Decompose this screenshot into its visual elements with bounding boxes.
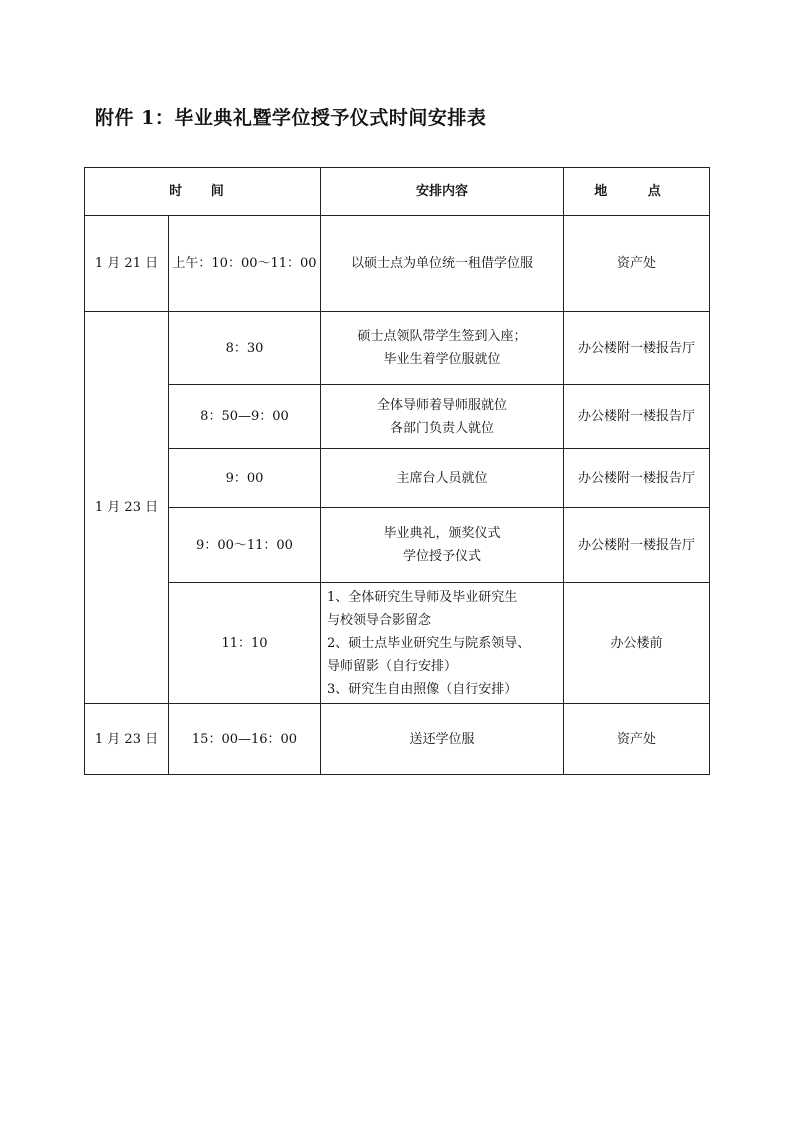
content-line: 导师留影（自行安排） bbox=[327, 658, 458, 674]
header-time: 时 间 bbox=[85, 168, 321, 216]
time-cell: 8：50—9：00 bbox=[169, 385, 321, 449]
date-cell: 1 月 23 日 bbox=[85, 312, 169, 704]
location-cell: 资产处 bbox=[564, 704, 710, 775]
time-cell: 上午：10：00～11：00 bbox=[169, 216, 321, 312]
content-cell bbox=[321, 216, 564, 312]
content-cell bbox=[321, 385, 564, 449]
content-line: 毕业典礼，颁奖仪式 bbox=[383, 526, 501, 541]
header-location: 地 点 bbox=[564, 168, 710, 216]
document-title: 附件 1：毕业典礼暨学位授予仪式时间安排表 bbox=[95, 107, 487, 129]
table-header-row bbox=[85, 168, 710, 216]
content-line: 以硕士点为单位统一租借学位服 bbox=[350, 256, 533, 271]
location-cell: 办公楼附一楼报告厅 bbox=[564, 449, 710, 508]
table-row bbox=[85, 704, 710, 775]
content-line: 主席台人员就位 bbox=[396, 470, 488, 486]
location-cell: 办公楼附一楼报告厅 bbox=[564, 508, 710, 583]
content-cell bbox=[321, 449, 564, 508]
content-line: 各部门负责人就位 bbox=[389, 420, 494, 436]
content-line: 硕士点领队带学生签到入座； bbox=[357, 329, 527, 344]
schedule-table bbox=[84, 167, 710, 775]
content-line: 与校领导合影留念 bbox=[327, 612, 432, 628]
table-row bbox=[85, 449, 710, 508]
table-row bbox=[85, 583, 710, 704]
location-cell: 资产处 bbox=[564, 216, 710, 312]
content-line: 1、全体研究生导师及毕业研究生 bbox=[327, 589, 518, 605]
content-line: 毕业生着学位服就位 bbox=[383, 352, 501, 367]
content-line: 学位授予仪式 bbox=[402, 549, 481, 564]
header-content: 安排内容 bbox=[321, 168, 564, 216]
date-cell: 1 月 21 日 bbox=[85, 216, 169, 312]
content-line: 全体导师着导师服就位 bbox=[376, 397, 507, 413]
location-cell: 办公楼附一楼报告厅 bbox=[564, 312, 710, 385]
time-cell: 15：00—16：00 bbox=[169, 704, 321, 775]
location-cell: 办公楼附一楼报告厅 bbox=[564, 385, 710, 449]
date-cell: 1 月 23 日 bbox=[85, 704, 169, 775]
location-cell: 办公楼前 bbox=[564, 583, 710, 704]
content-cell bbox=[321, 583, 564, 704]
content-cell bbox=[321, 312, 564, 385]
time-cell: 11：10 bbox=[169, 583, 321, 704]
content-line: 送还学位服 bbox=[409, 731, 475, 747]
content-cell bbox=[321, 704, 564, 775]
table-row bbox=[85, 385, 710, 449]
content-line: 3、研究生自由照像（自行安排） bbox=[327, 681, 518, 697]
table-row bbox=[85, 312, 710, 385]
content-cell bbox=[321, 508, 564, 583]
table-row bbox=[85, 508, 710, 583]
table-row bbox=[85, 216, 710, 312]
time-cell: 9：00～11：00 bbox=[169, 508, 321, 583]
time-cell: 9：00 bbox=[169, 449, 321, 508]
time-cell: 8：30 bbox=[169, 312, 321, 385]
content-line: 2、硕士点毕业研究生与院系领导、 bbox=[327, 635, 531, 651]
